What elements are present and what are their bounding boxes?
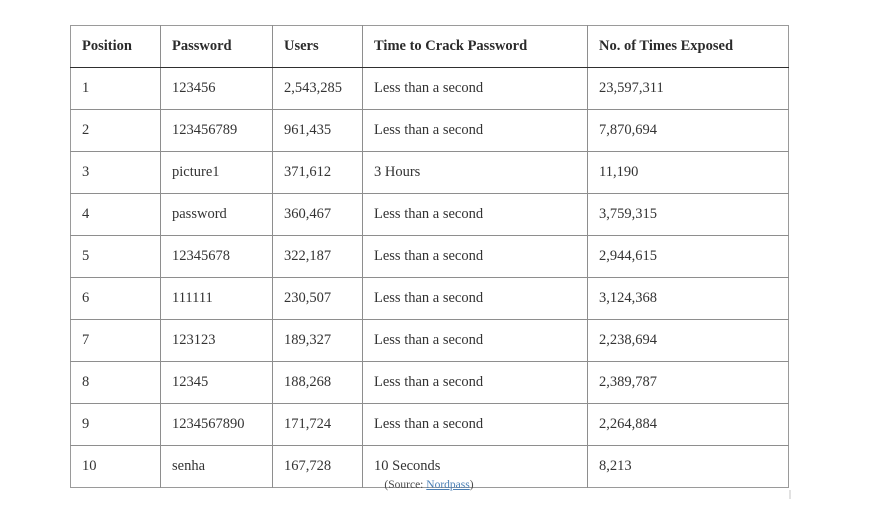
table-row [71,404,789,446]
table-body [71,68,789,488]
cell-position: 1 [71,68,161,110]
cell-times-exposed: 11,190 [588,152,789,194]
table-row [71,236,789,278]
cell-password: 123456789 [161,110,273,152]
cell-users: 188,268 [273,362,363,404]
column-header-times-exposed: No. of Times Exposed [588,26,789,68]
cell-password: 12345 [161,362,273,404]
table-row [71,152,789,194]
cell-time-to-crack: Less than a second [363,404,588,446]
cell-times-exposed: 23,597,311 [588,68,789,110]
cell-users: 322,187 [273,236,363,278]
cell-times-exposed: 7,870,694 [588,110,789,152]
cell-position: 3 [71,152,161,194]
cell-time-to-crack: Less than a second [363,278,588,320]
cell-users: 230,507 [273,278,363,320]
cell-times-exposed: 8,213 [599,457,632,474]
cell-time-to-crack: Less than a second [363,320,588,362]
cell-users: 167,728 [273,446,363,488]
cell-password: 111111 [161,278,273,320]
table-source-caption [70,478,788,493]
table-row [71,278,789,320]
cell-time-to-crack: Less than a second [363,110,588,152]
cell-users: 360,467 [273,194,363,236]
cell-time-to-crack: Less than a second [363,362,588,404]
source-suffix: ) [469,479,474,491]
table-row [71,362,789,404]
cell-times-exposed: 2,238,694 [588,320,789,362]
cell-time-to-crack: Less than a second [363,194,588,236]
cell-position: 4 [71,194,161,236]
column-header-time-to-crack: Time to Crack Password [363,26,588,68]
table-row [71,68,789,110]
cell-position: 2 [71,110,161,152]
cell-position: 6 [71,278,161,320]
cell-users: 961,435 [273,110,363,152]
cell-password: 123123 [161,320,273,362]
column-header-users: Users [273,26,363,68]
table-header [71,26,789,68]
table-row [71,194,789,236]
source-link-nordpass[interactable]: Nordpass [426,479,470,491]
column-header-password: Password [161,26,273,68]
cell-position: 10 [71,446,161,488]
cell-time-to-crack: 10 Seconds [363,446,588,488]
cell-users: 371,612 [273,152,363,194]
cell-password: picture1 [161,152,273,194]
cell-times-exposed: 3,124,368 [588,278,789,320]
table-row [71,320,789,362]
cell-position: 7 [71,320,161,362]
common-passwords-table [70,25,789,488]
cell-times-exposed: 2,264,884 [588,404,789,446]
cell-password: 12345678 [161,236,273,278]
cell-users: 189,327 [273,320,363,362]
cell-position: 9 [71,404,161,446]
cell-password: password [161,194,273,236]
source-prefix: (Source: [384,479,427,491]
table-header-row [71,26,789,68]
cell-time-to-crack: Less than a second [363,236,588,278]
cell-times-exposed: 3,759,315 [588,194,789,236]
cell-password: senha [161,446,273,488]
cell-times-exposed: 2,944,615 [588,236,789,278]
page-scan-artifact [789,490,791,499]
cell-password: 1234567890 [161,404,273,446]
cell-times-exposed: 2,389,787 [588,362,789,404]
cell-users: 2,543,285 [273,68,363,110]
table-row [71,110,789,152]
cell-position: 8 [71,362,161,404]
cell-time-to-crack: Less than a second [363,68,588,110]
column-header-position: Position [71,26,161,68]
cell-users: 171,724 [273,404,363,446]
cell-time-to-crack: 3 Hours [363,152,588,194]
cell-position: 5 [71,236,161,278]
cell-password: 123456 [161,68,273,110]
